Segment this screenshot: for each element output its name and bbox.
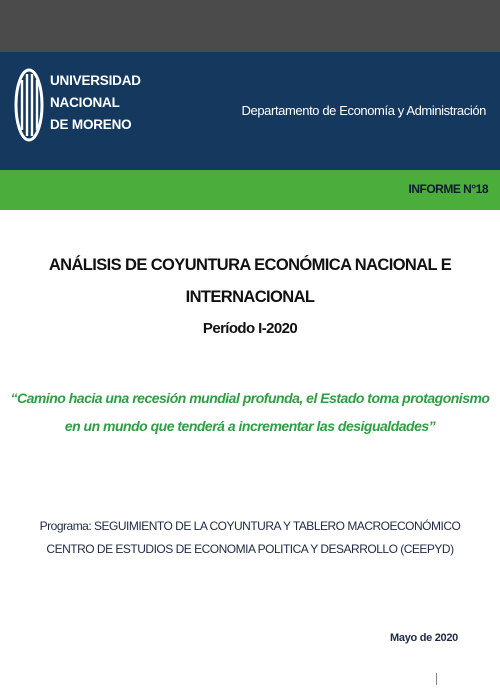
university-name-line-3: DE MORENO [50,117,132,132]
header-band [0,52,500,170]
department-name: Departamento de Economía y Administración [241,103,486,118]
report-date: Mayo de 2020 [390,632,458,644]
document-page [0,52,500,700]
title-line-2: INTERNACIONAL [185,288,315,306]
program-line-1: Programa: SEGUIMIENTO DE LA COYUNTURA Y TABLERO MACROECONÓMICO [39,519,461,533]
university-name-line-1: UNIVERSIDAD [50,73,141,88]
title-line-1: ANÁLISIS DE COYUNTURA ECONÓMICA NACIONAL E [48,256,452,274]
report-band [0,170,500,210]
report-number: INFORME N°18 [408,182,488,196]
window-top-strip [0,0,500,52]
university-name [50,70,141,136]
page-mark [436,673,437,685]
university-name-line-2: NACIONAL [50,95,120,110]
quote-line-1: “Camino hacia una recesión mundial profunda, el Estado toma protagonismo [10,390,490,406]
quote-line-2: en un mundo que tenderá a incrementar las desigualdades” [64,418,436,434]
unm-logo-icon [13,66,45,144]
period-label: Período I-2020 [202,320,298,337]
program-line-2: CENTRO DE ESTUDIOS DE ECONOMIA POLITICA Y DESARROLLO (CEEPYD) [46,542,454,556]
